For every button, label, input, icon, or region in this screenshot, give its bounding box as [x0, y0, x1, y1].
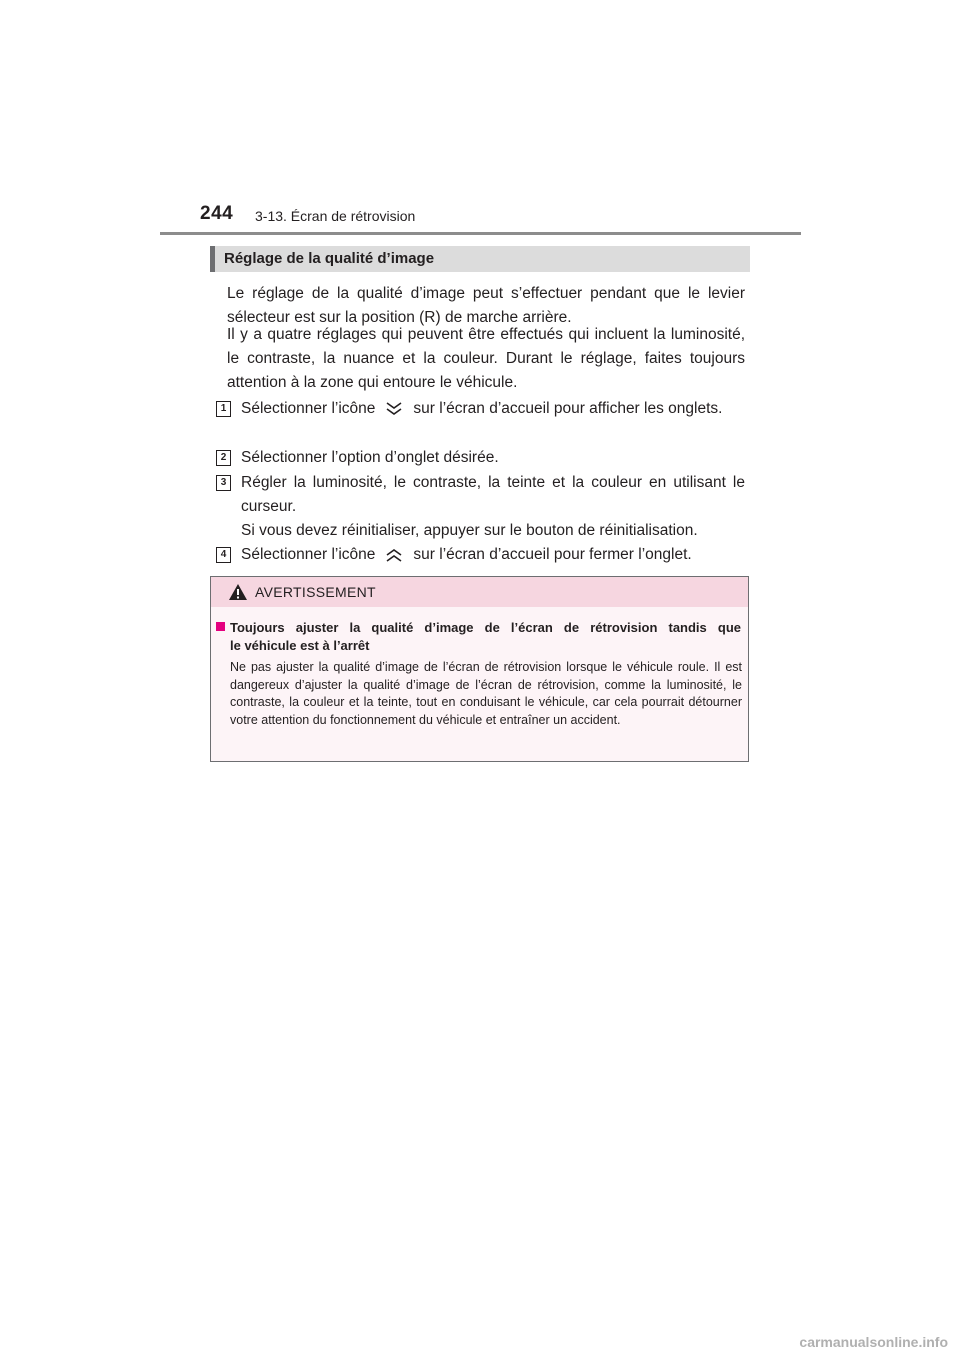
step-text-after-icon: sur l’écran d’accueil pour afficher les onglets.: [413, 400, 723, 417]
page-number: 244: [200, 203, 234, 224]
step-2: [210, 446, 745, 470]
step-number: 4: [216, 547, 231, 563]
step-number: 3: [216, 475, 231, 491]
step-note: Si vous devez réinitialiser, appuyer sur le bouton de réinitialisation.: [241, 522, 698, 539]
step-text-before-icon: Sélectionner l’icône: [241, 400, 376, 417]
intro-paragraph-2: Il y a quatre réglages qui peuvent être effectués qui incluent la luminosité, le contraste, la nuance et la couleur. Durant le réglage, faites toujours attention à la zone qui entoure le véhicule.: [227, 326, 745, 391]
intro-paragraph-1: Le réglage de la qualité d’image peut s’effectuer pendant que le levier sélecteur est sur la position (R) de marche arrière.: [227, 285, 745, 326]
section-header: [210, 246, 750, 272]
warning-text: Ne pas ajuster la qualité d’image de l’écran de rétrovision lorsque le véhicule roule. Il est dangereux d’ajuster la qualité d’image de l’écran de rétrovision, comme la luminosité, le contraste, la couleur et la teinte, tout en conduisant le véhicule, car cela pourrait détourner votre attention du fonctionnement du véhicule et entraîner un accident.: [230, 660, 742, 727]
step-text-before-icon: Sélectionner l’icône: [241, 546, 376, 563]
step-4: [210, 543, 745, 567]
step-text: Sélectionner l’option d’onglet désirée.: [241, 449, 499, 466]
square-bullet-icon: [216, 622, 225, 631]
step-text: [241, 397, 745, 421]
section-accent: [210, 246, 215, 272]
step-number: 2: [216, 450, 231, 466]
chapter-heading: 3-13. Écran de rétrovision: [255, 208, 416, 224]
step-number: 1: [216, 401, 231, 417]
warning-title-line-1: Toujours ajuster la qualité d’image de l’écran de rétrovision tandis que: [216, 619, 741, 637]
warning-triangle-icon: [228, 583, 248, 601]
warning-label: AVERTISSEMENT: [255, 584, 376, 600]
warning-header: [211, 577, 748, 607]
step-3: [210, 471, 745, 543]
warning-title-line-2: le véhicule est à l’arrêt: [230, 638, 370, 653]
header-divider: [160, 232, 801, 235]
watermark: carmanualsonline.info: [799, 1334, 948, 1350]
chevron-double-down-icon: [385, 401, 403, 417]
step-text: Régler la luminosité, le contraste, la teinte et la couleur en utilisant le curseur.: [241, 474, 745, 515]
step-text-after-icon: sur l’écran d’accueil pour fermer l’onglet.: [413, 546, 692, 563]
warning-title: [216, 619, 741, 655]
warning-box: [210, 576, 749, 762]
chevron-double-up-icon: [385, 547, 403, 563]
section-title: Réglage de la qualité d’image: [224, 250, 435, 267]
step-text: [241, 543, 745, 567]
step-1: [210, 397, 745, 421]
warning-body: [211, 607, 748, 761]
